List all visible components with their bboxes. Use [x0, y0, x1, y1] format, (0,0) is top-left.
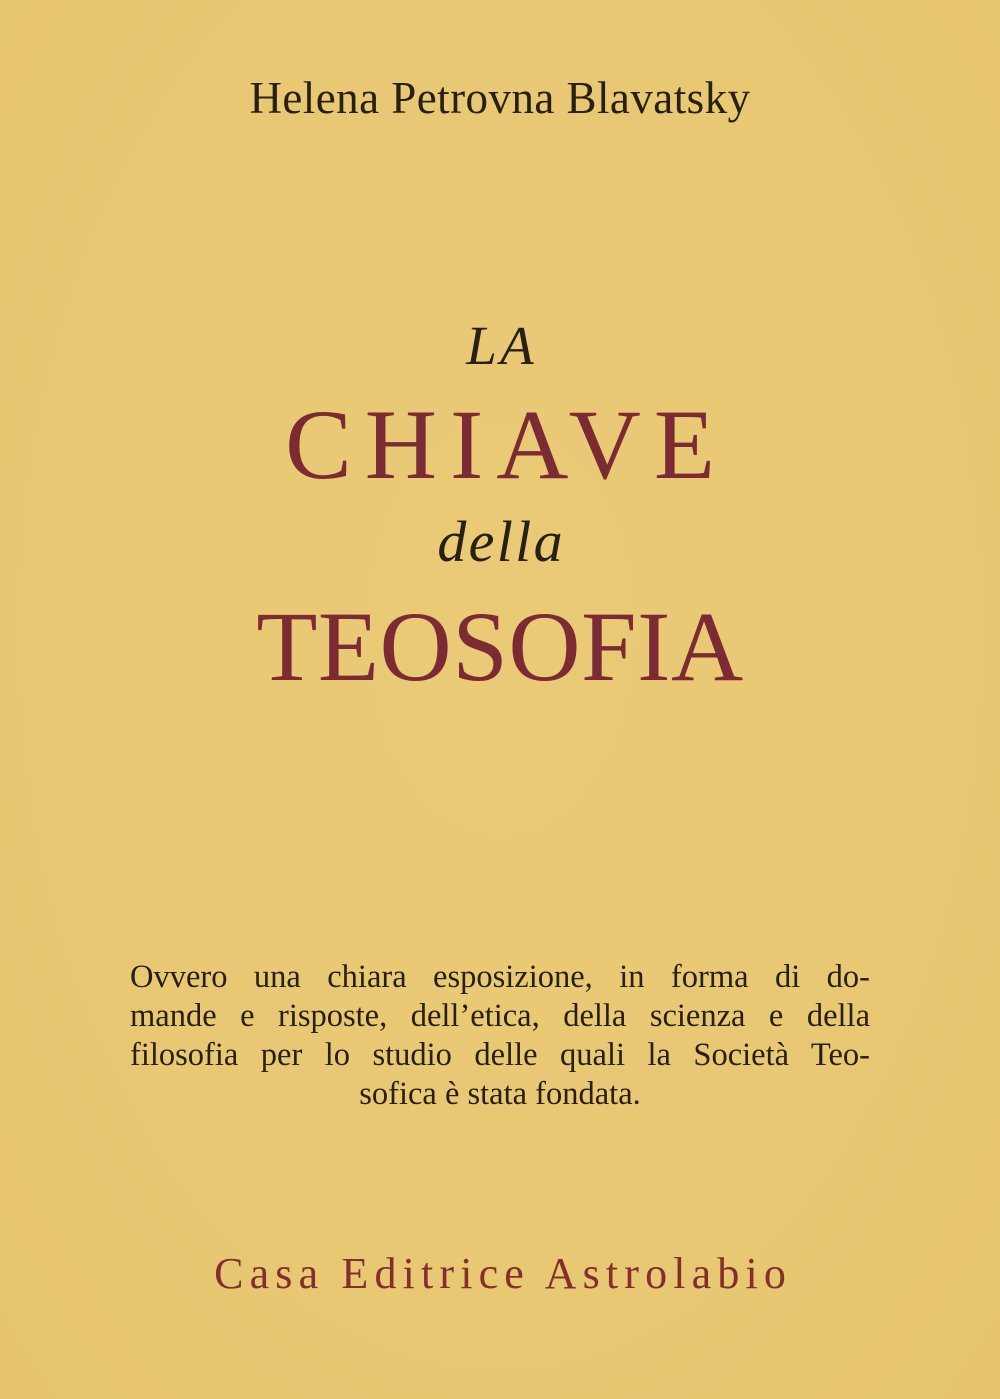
- description-line: Ovvero una chiara esposizione, in forma di do-: [130, 959, 870, 995]
- description-line: filosofia per lo studio delle quali la Società Teo-: [130, 1037, 870, 1073]
- author-name: Helena Petrovna Blavatsky: [249, 73, 751, 123]
- description-line: sofica è stata fondata.: [359, 1076, 641, 1112]
- title-subject: TEOSOFIA: [256, 591, 744, 702]
- description-line: mande e risposte, dell’etica, della scienza e della: [130, 998, 870, 1034]
- publisher-imprint: Casa Editrice Astrolabio: [214, 1249, 793, 1298]
- title-main: CHIAVE: [285, 389, 728, 500]
- title-connector: della: [437, 509, 565, 574]
- title-article: LA: [466, 315, 538, 376]
- subtitle-description: [130, 958, 870, 1114]
